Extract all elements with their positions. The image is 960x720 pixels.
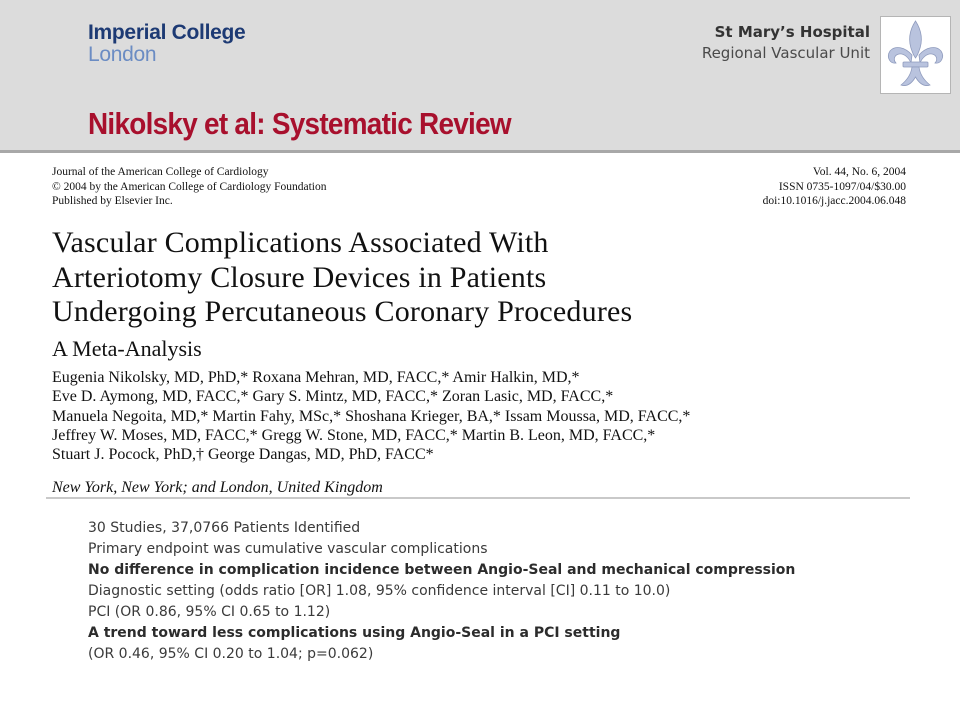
issue-line: ISSN 0735-1097/04/$30.00 [778,180,906,193]
imperial-college-logo [88,22,245,66]
excerpt-bottom-edge [46,497,910,499]
logo-line-2: London [88,43,157,66]
affiliation: New York, New York; and London, United Kingdom [52,479,383,496]
finding-item-emphasis: No difference in complication incidence between Angio-Seal and mechanical compression [88,562,796,578]
finding-item: 30 Studies, 37,0766 Patients Identified [88,520,361,536]
journal-line: Published by Elsevier Inc. [52,195,173,207]
unit-name: Regional Vascular Unit [701,44,870,62]
author-line: Jeffrey W. Moses, MD, FACC,* Gregg W. Stone, MD, FACC,* Martin B. Leon, MD, FACC,* [52,426,656,444]
article-subtitle: A Meta-Analysis [52,336,202,361]
hospital-label [702,22,870,64]
logo-line-1: Imperial College [88,21,246,44]
issue-info [763,165,906,209]
paper-excerpt-image [46,160,910,498]
author-line: Eve D. Aymong, MD, FACC,* Gary S. Mintz, MD, FACC,* Zoran Lasic, MD, FACC,* [52,388,614,406]
author-list [52,368,690,464]
journal-line: © 2004 by the American College of Cardiology Foundation [52,180,327,193]
article-title-line: Vascular Complications Associated With [52,226,549,259]
slide-title: Nikolsky et al: Systematic Review [88,106,511,141]
header-divider [0,150,960,153]
author-line: Eugenia Nikolsky, MD, PhD,* Roxana Mehran, MD, FACC,* Amir Halkin, MD,* [52,369,580,386]
issue-line: Vol. 44, No. 6, 2004 [812,166,906,178]
journal-info [52,165,326,209]
author-line: Manuela Negoita, MD,* Martin Fahy, MSc,* Shoshana Krieger, BA,* Issam Moussa, MD, FACC,* [52,407,691,425]
article-title [52,226,632,330]
slide-header [0,0,960,152]
author-line: Stuart J. Pocock, PhD,† George Dangas, MD, PhD, FACC* [52,446,434,464]
article-title-line: Arteriotomy Closure Devices in Patients [52,260,547,294]
issue-line: doi:10.1016/j.jacc.2004.06.048 [762,195,906,207]
journal-line: Journal of the American College of Cardiology [52,166,269,178]
finding-item: (OR 0.46, 95% CI 0.20 to 1.04; p=0.062) [88,646,374,662]
finding-item: Primary endpoint was cumulative vascular complications [88,541,488,557]
finding-item-emphasis: A trend toward less complications using Angio-Seal in a PCI setting [88,625,621,641]
hospital-name: St Mary’s Hospital [714,23,870,41]
findings-list [88,520,868,667]
article-title-line: Undergoing Percutaneous Coronary Procedures [52,295,633,328]
finding-item: PCI (OR 0.86, 95% CI 0.65 to 1.12) [88,604,331,620]
fleur-de-lis-icon [880,16,951,94]
finding-item: Diagnostic setting (odds ratio [OR] 1.08, 95% confidence interval [CI] 0.11 to 10.0) [88,583,671,599]
